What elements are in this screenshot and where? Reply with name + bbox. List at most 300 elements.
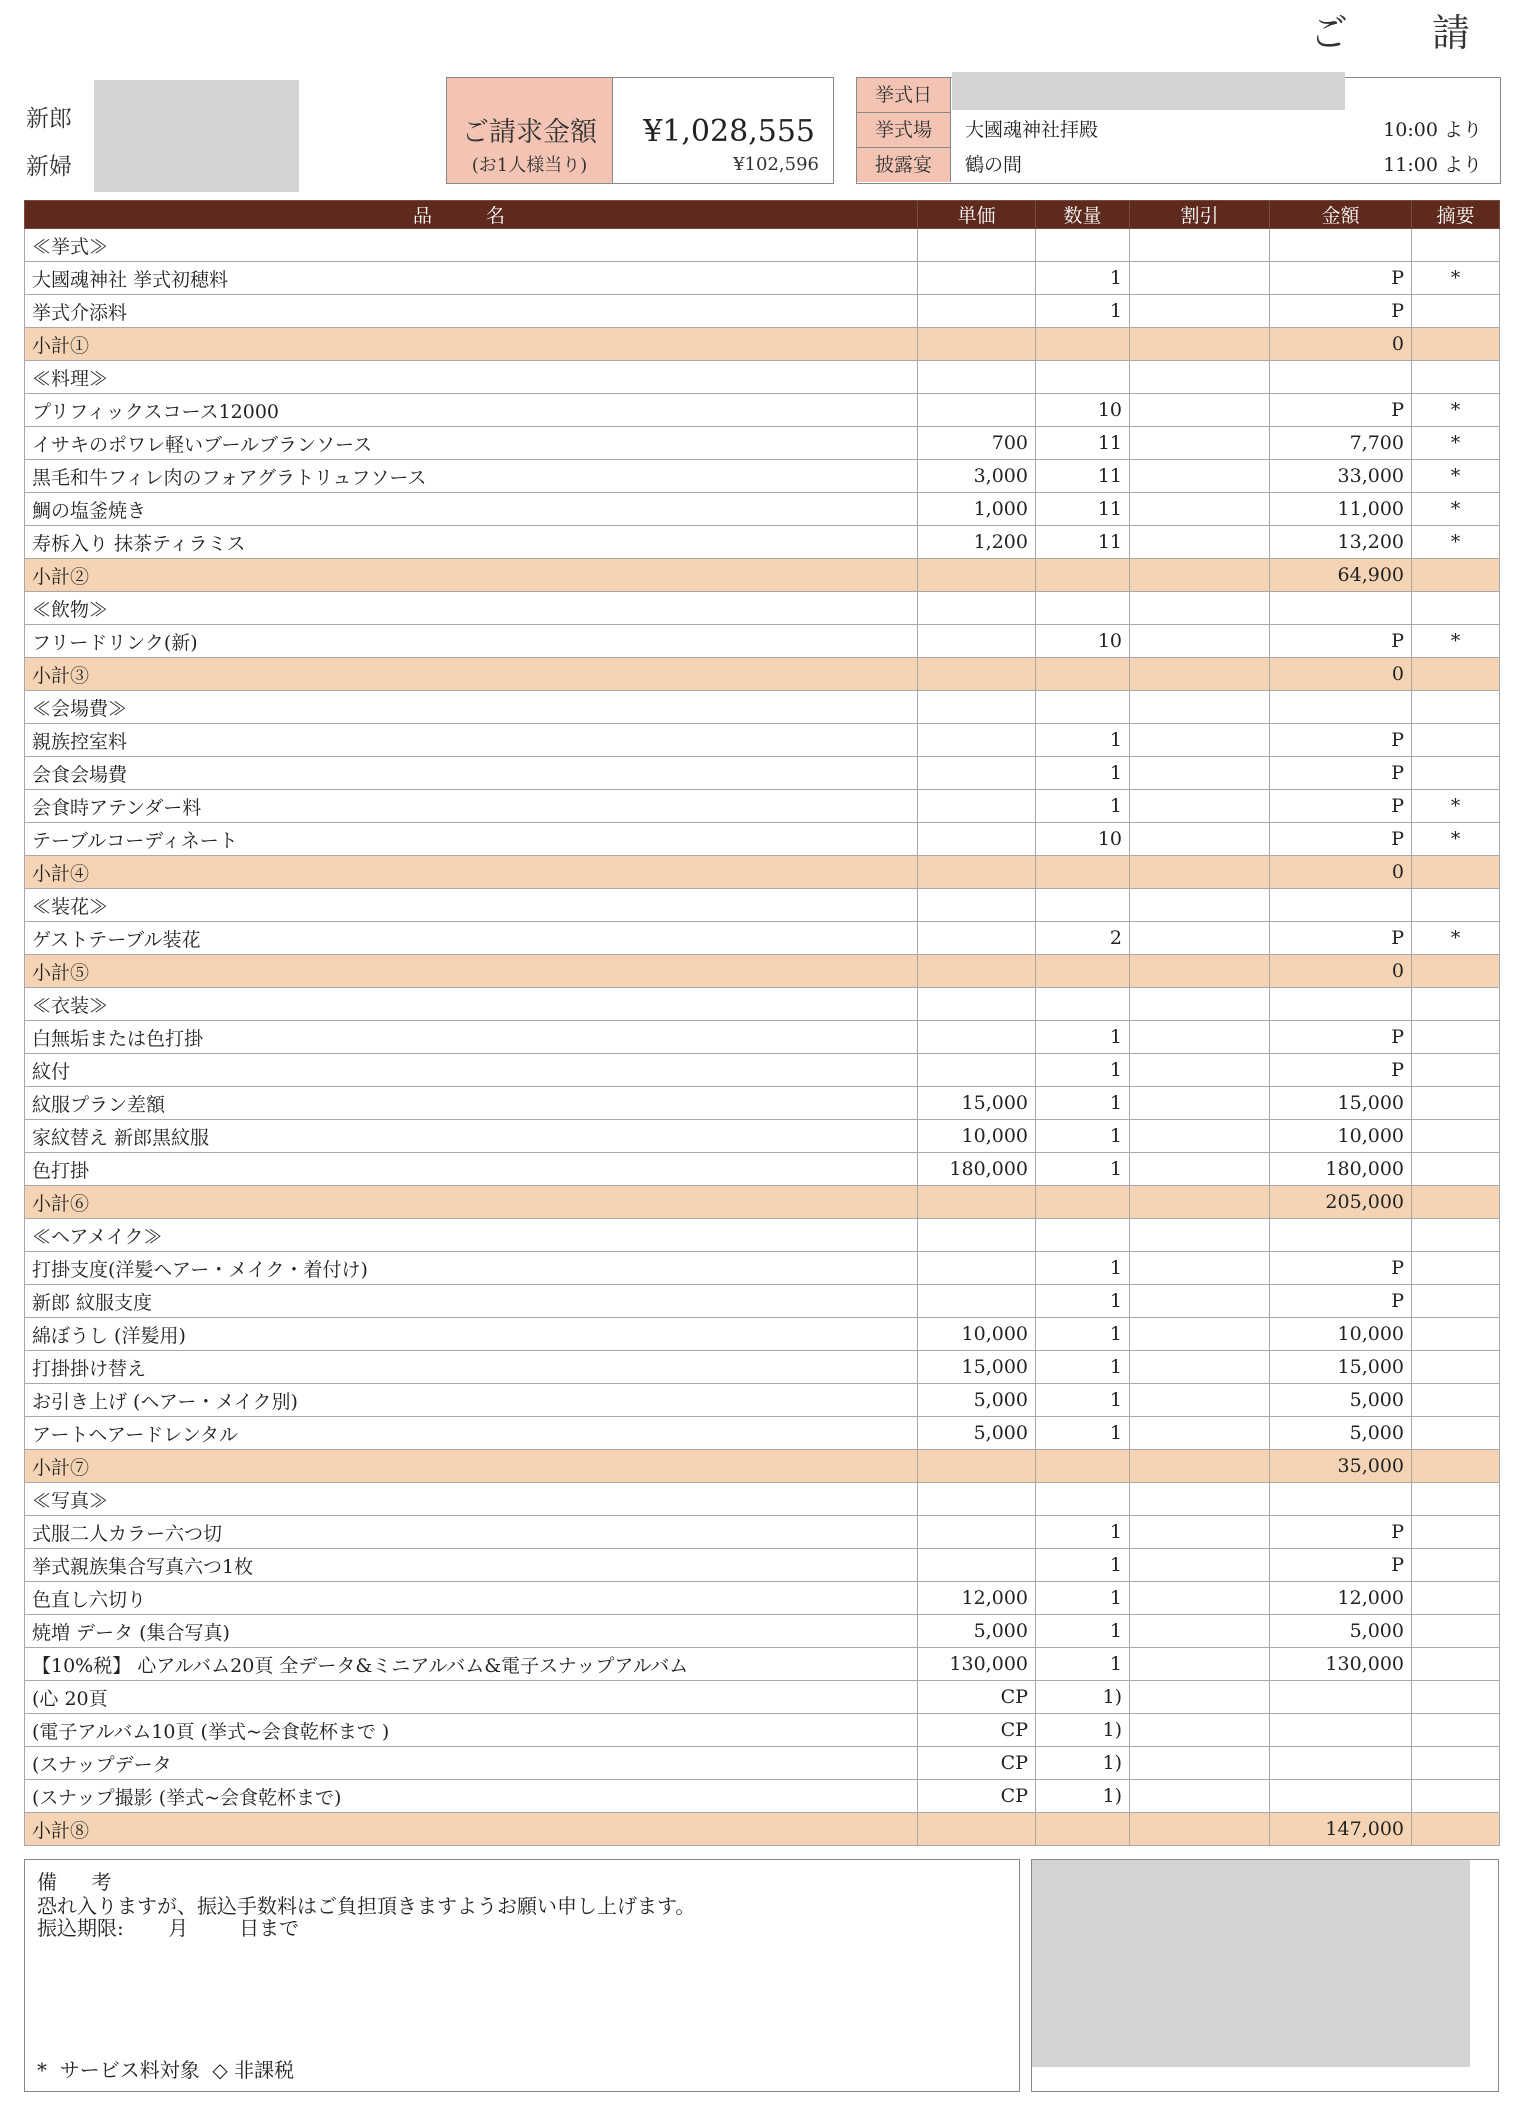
table-row bbox=[25, 427, 1500, 460]
item-name-cell: 綿ぼうし (洋髪用) bbox=[25, 1318, 918, 1351]
redacted-stamp bbox=[1032, 1860, 1470, 2067]
note-cell bbox=[1412, 1747, 1500, 1780]
stamp-box bbox=[1031, 1859, 1499, 2092]
unit-price-cell bbox=[918, 1549, 1036, 1582]
discount-cell bbox=[1130, 823, 1270, 856]
amount-cell: 0 bbox=[1270, 328, 1412, 361]
amount-cell bbox=[1270, 1747, 1412, 1780]
note-cell bbox=[1412, 658, 1500, 691]
unit-price-cell bbox=[918, 955, 1036, 988]
subtotal-row bbox=[25, 328, 1500, 361]
quantity-cell bbox=[1036, 328, 1130, 361]
note-cell bbox=[1412, 856, 1500, 889]
note-cell: * bbox=[1412, 922, 1500, 955]
quantity-cell: 10 bbox=[1036, 625, 1130, 658]
item-name-cell: イサキのポワレ軽いブールブランソース bbox=[25, 427, 918, 460]
discount-cell bbox=[1130, 1549, 1270, 1582]
item-name-cell: ≪挙式≫ bbox=[25, 229, 918, 262]
column-header-quantity: 数量 bbox=[1036, 201, 1130, 229]
item-name-cell: ≪ヘアメイク≫ bbox=[25, 1219, 918, 1252]
note-cell bbox=[1412, 1186, 1500, 1219]
event-date-label: 挙式日 bbox=[857, 78, 951, 113]
table-row bbox=[25, 460, 1500, 493]
item-name-cell: 小計⑦ bbox=[25, 1450, 918, 1483]
note-cell bbox=[1412, 889, 1500, 922]
discount-cell bbox=[1130, 328, 1270, 361]
discount-cell bbox=[1130, 262, 1270, 295]
item-name-cell: 小計⑧ bbox=[25, 1813, 918, 1846]
subtotal-row bbox=[25, 1813, 1500, 1846]
note-cell bbox=[1412, 1648, 1500, 1681]
note-cell bbox=[1412, 1318, 1500, 1351]
unit-price-cell bbox=[918, 1252, 1036, 1285]
quantity-cell: 1 bbox=[1036, 262, 1130, 295]
discount-cell bbox=[1130, 1153, 1270, 1186]
note-cell bbox=[1412, 1252, 1500, 1285]
amount-cell: 180,000 bbox=[1270, 1153, 1412, 1186]
quantity-cell bbox=[1036, 1813, 1130, 1846]
unit-price-cell bbox=[918, 889, 1036, 922]
item-name-cell: (電子アルバム10頁 (挙式~会食乾杯まで ) bbox=[25, 1714, 918, 1747]
unit-price-cell bbox=[918, 823, 1036, 856]
item-name-cell: 黒毛和牛フィレ肉のフォアグラトリュフソース bbox=[25, 460, 918, 493]
amount-cell: 64,900 bbox=[1270, 559, 1412, 592]
unit-price-cell bbox=[918, 262, 1036, 295]
note-cell bbox=[1412, 1516, 1500, 1549]
item-name-cell: ゲストテーブル装花 bbox=[25, 922, 918, 955]
item-name-cell: 小計⑤ bbox=[25, 955, 918, 988]
note-cell bbox=[1412, 988, 1500, 1021]
note-cell bbox=[1412, 1813, 1500, 1846]
quantity-cell: 1) bbox=[1036, 1714, 1130, 1747]
item-name-cell: ≪料理≫ bbox=[25, 361, 918, 394]
item-name-cell: 小計① bbox=[25, 328, 918, 361]
note-cell: * bbox=[1412, 262, 1500, 295]
amount-cell: 0 bbox=[1270, 955, 1412, 988]
reception-label: 披露宴 bbox=[857, 148, 951, 182]
amount-cell bbox=[1270, 361, 1412, 394]
note-cell bbox=[1412, 955, 1500, 988]
item-name-cell: お引き上げ (ヘアー・メイク別) bbox=[25, 1384, 918, 1417]
note-cell bbox=[1412, 724, 1500, 757]
quantity-cell bbox=[1036, 1483, 1130, 1516]
quantity-cell: 1) bbox=[1036, 1681, 1130, 1714]
note-cell bbox=[1412, 757, 1500, 790]
item-name-cell: (心 20頁 bbox=[25, 1681, 918, 1714]
unit-price-cell bbox=[918, 1054, 1036, 1087]
quantity-cell bbox=[1036, 889, 1130, 922]
table-row bbox=[25, 1120, 1500, 1153]
note-cell bbox=[1412, 1021, 1500, 1054]
amount-cell: P bbox=[1270, 790, 1412, 823]
discount-cell bbox=[1130, 1219, 1270, 1252]
quantity-cell bbox=[1036, 856, 1130, 889]
item-name-cell: 白無垢または色打掛 bbox=[25, 1021, 918, 1054]
table-row bbox=[25, 1714, 1500, 1747]
unit-price-cell bbox=[918, 988, 1036, 1021]
note-cell bbox=[1412, 1054, 1500, 1087]
column-header-note: 摘要 bbox=[1412, 201, 1500, 229]
item-name-cell: ≪飲物≫ bbox=[25, 592, 918, 625]
unit-price-cell: 15,000 bbox=[918, 1351, 1036, 1384]
item-name-cell: アートヘアードレンタル bbox=[25, 1417, 918, 1450]
unit-price-cell bbox=[918, 592, 1036, 625]
remarks-fee-note: 恐れ入りますが、振込手数料はご負担頂きますようお願い申し上げます。 bbox=[37, 1894, 696, 1918]
table-row bbox=[25, 1318, 1500, 1351]
amount-cell: 13,200 bbox=[1270, 526, 1412, 559]
discount-cell bbox=[1130, 493, 1270, 526]
discount-cell bbox=[1130, 757, 1270, 790]
bride-label: 新婦 bbox=[26, 154, 72, 180]
unit-price-cell: 1,000 bbox=[918, 493, 1036, 526]
table-row bbox=[25, 361, 1500, 394]
quantity-cell bbox=[1036, 988, 1130, 1021]
item-name-cell: 小計② bbox=[25, 559, 918, 592]
quantity-cell: 1 bbox=[1036, 1087, 1130, 1120]
discount-cell bbox=[1130, 889, 1270, 922]
document-title: ご 請 bbox=[1309, 11, 1506, 55]
quantity-cell: 1 bbox=[1036, 1615, 1130, 1648]
item-name-cell: 色打掛 bbox=[25, 1153, 918, 1186]
amount-cell bbox=[1270, 988, 1412, 1021]
table-row bbox=[25, 889, 1500, 922]
amount-cell: P bbox=[1270, 394, 1412, 427]
note-cell bbox=[1412, 229, 1500, 262]
ceremony-venue: 大國魂神社拝殿 bbox=[965, 119, 1099, 141]
amount-cell bbox=[1270, 1483, 1412, 1516]
table-row bbox=[25, 592, 1500, 625]
table-row bbox=[25, 988, 1500, 1021]
discount-cell bbox=[1130, 427, 1270, 460]
quantity-cell: 1 bbox=[1036, 1120, 1130, 1153]
quantity-cell: 1 bbox=[1036, 295, 1130, 328]
discount-cell bbox=[1130, 1780, 1270, 1813]
amount-cell bbox=[1270, 1219, 1412, 1252]
quantity-cell: 1 bbox=[1036, 790, 1130, 823]
reception-time: 11:00 より bbox=[1383, 154, 1482, 176]
note-cell bbox=[1412, 295, 1500, 328]
discount-cell bbox=[1130, 658, 1270, 691]
amount-cell: P bbox=[1270, 1549, 1412, 1582]
unit-price-cell bbox=[918, 724, 1036, 757]
item-name-cell: 鯛の塩釜焼き bbox=[25, 493, 918, 526]
note-cell bbox=[1412, 1417, 1500, 1450]
note-cell: * bbox=[1412, 823, 1500, 856]
table-row bbox=[25, 1153, 1500, 1186]
discount-cell bbox=[1130, 988, 1270, 1021]
quantity-cell: 1 bbox=[1036, 1318, 1130, 1351]
reception-room: 鶴の間 bbox=[965, 154, 1023, 176]
amount-cell: 5,000 bbox=[1270, 1615, 1412, 1648]
quantity-cell bbox=[1036, 1186, 1130, 1219]
discount-cell bbox=[1130, 1186, 1270, 1219]
table-row bbox=[25, 1582, 1500, 1615]
note-cell bbox=[1412, 1615, 1500, 1648]
item-name-cell: 寿柝入り 抹茶ティラミス bbox=[25, 526, 918, 559]
quantity-cell: 10 bbox=[1036, 823, 1130, 856]
discount-cell bbox=[1130, 1483, 1270, 1516]
unit-price-cell: 5,000 bbox=[918, 1417, 1036, 1450]
table-row bbox=[25, 922, 1500, 955]
unit-price-cell bbox=[918, 229, 1036, 262]
amount-cell: P bbox=[1270, 1285, 1412, 1318]
item-name-cell: ≪衣装≫ bbox=[25, 988, 918, 1021]
item-name-cell: ≪写真≫ bbox=[25, 1483, 918, 1516]
discount-cell bbox=[1130, 559, 1270, 592]
quantity-cell: 1 bbox=[1036, 1153, 1130, 1186]
amount-cell bbox=[1270, 229, 1412, 262]
note-cell bbox=[1412, 1483, 1500, 1516]
table-row bbox=[25, 229, 1500, 262]
redacted-names bbox=[94, 80, 299, 192]
amount-cell: P bbox=[1270, 1021, 1412, 1054]
per-person-amount: ¥102,596 bbox=[733, 154, 819, 175]
item-name-cell: 会食会場費 bbox=[25, 757, 918, 790]
unit-price-cell bbox=[918, 1483, 1036, 1516]
billing-label: ご請求金額 bbox=[462, 117, 597, 148]
unit-price-cell bbox=[918, 295, 1036, 328]
quantity-cell: 1 bbox=[1036, 1285, 1130, 1318]
discount-cell bbox=[1130, 691, 1270, 724]
amount-cell: 35,000 bbox=[1270, 1450, 1412, 1483]
item-name-cell: ≪装花≫ bbox=[25, 889, 918, 922]
table-row bbox=[25, 724, 1500, 757]
discount-cell bbox=[1130, 1714, 1270, 1747]
amount-cell: 10,000 bbox=[1270, 1318, 1412, 1351]
table-row bbox=[25, 1054, 1500, 1087]
amount-cell: P bbox=[1270, 724, 1412, 757]
unit-price-cell: 10,000 bbox=[918, 1120, 1036, 1153]
note-cell bbox=[1412, 1153, 1500, 1186]
item-name-cell: フリードリンク(新) bbox=[25, 625, 918, 658]
quantity-cell: 1 bbox=[1036, 1021, 1130, 1054]
quantity-cell: 1 bbox=[1036, 1549, 1130, 1582]
discount-cell bbox=[1130, 394, 1270, 427]
discount-cell bbox=[1130, 856, 1270, 889]
amount-cell: P bbox=[1270, 625, 1412, 658]
quantity-cell: 11 bbox=[1036, 526, 1130, 559]
amount-cell: 7,700 bbox=[1270, 427, 1412, 460]
table-row bbox=[25, 295, 1500, 328]
note-cell bbox=[1412, 1219, 1500, 1252]
column-header-amount: 金額 bbox=[1270, 201, 1412, 229]
table-row bbox=[25, 493, 1500, 526]
amount-cell: 205,000 bbox=[1270, 1186, 1412, 1219]
table-row bbox=[25, 526, 1500, 559]
item-name-cell: 小計④ bbox=[25, 856, 918, 889]
unit-price-cell: CP bbox=[918, 1780, 1036, 1813]
quantity-cell bbox=[1036, 592, 1130, 625]
unit-price-cell bbox=[918, 757, 1036, 790]
discount-cell bbox=[1130, 1516, 1270, 1549]
quantity-cell: 11 bbox=[1036, 460, 1130, 493]
note-cell: * bbox=[1412, 790, 1500, 823]
discount-cell bbox=[1130, 1417, 1270, 1450]
subtotal-row bbox=[25, 955, 1500, 988]
quantity-cell: 11 bbox=[1036, 427, 1130, 460]
discount-cell bbox=[1130, 1747, 1270, 1780]
note-cell bbox=[1412, 559, 1500, 592]
remarks-legend: * サービス料対象 ◇ 非課税 bbox=[37, 2058, 295, 2082]
item-name-cell: (スナップ撮影 (挙式~会食乾杯まで) bbox=[25, 1780, 918, 1813]
amount-cell: 130,000 bbox=[1270, 1648, 1412, 1681]
amount-cell: P bbox=[1270, 922, 1412, 955]
note-cell bbox=[1412, 1351, 1500, 1384]
amount-cell: P bbox=[1270, 262, 1412, 295]
note-cell bbox=[1412, 1120, 1500, 1153]
discount-cell bbox=[1130, 1285, 1270, 1318]
ceremony-venue-row bbox=[857, 113, 1500, 147]
discount-cell bbox=[1130, 1450, 1270, 1483]
unit-price-cell: 180,000 bbox=[918, 1153, 1036, 1186]
item-name-cell: 小計⑥ bbox=[25, 1186, 918, 1219]
note-cell bbox=[1412, 1285, 1500, 1318]
discount-cell bbox=[1130, 229, 1270, 262]
unit-price-cell bbox=[918, 1186, 1036, 1219]
table-row bbox=[25, 1549, 1500, 1582]
item-name-cell: 家紋替え 新郎黒紋服 bbox=[25, 1120, 918, 1153]
table-row bbox=[25, 790, 1500, 823]
item-name-cell: テーブルコーディネート bbox=[25, 823, 918, 856]
amount-cell: 147,000 bbox=[1270, 1813, 1412, 1846]
couple-info bbox=[26, 80, 298, 192]
note-cell bbox=[1412, 1714, 1500, 1747]
note-cell bbox=[1412, 1087, 1500, 1120]
unit-price-cell: CP bbox=[918, 1681, 1036, 1714]
discount-cell bbox=[1130, 1318, 1270, 1351]
item-name-cell: 小計③ bbox=[25, 658, 918, 691]
discount-cell bbox=[1130, 790, 1270, 823]
column-header-unit-price: 単価 bbox=[918, 201, 1036, 229]
table-row bbox=[25, 1747, 1500, 1780]
quantity-cell: 1 bbox=[1036, 1516, 1130, 1549]
table-row bbox=[25, 757, 1500, 790]
item-name-cell: 【10%税】 心アルバム20頁 全データ&ミニアルバム&電子スナップアルバム bbox=[25, 1648, 918, 1681]
quantity-cell: 1 bbox=[1036, 1417, 1130, 1450]
unit-price-cell bbox=[918, 1516, 1036, 1549]
amount-cell bbox=[1270, 889, 1412, 922]
remarks-heading: 備 考 bbox=[37, 1870, 126, 1894]
unit-price-cell bbox=[918, 328, 1036, 361]
table-row bbox=[25, 1351, 1500, 1384]
note-cell bbox=[1412, 361, 1500, 394]
item-name-cell: 式服二人カラー六つ切 bbox=[25, 1516, 918, 1549]
discount-cell bbox=[1130, 1582, 1270, 1615]
quantity-cell bbox=[1036, 1219, 1130, 1252]
unit-price-cell: 12,000 bbox=[918, 1582, 1036, 1615]
unit-price-cell: 1,200 bbox=[918, 526, 1036, 559]
quantity-cell: 1 bbox=[1036, 1582, 1130, 1615]
item-name-cell: 紋付 bbox=[25, 1054, 918, 1087]
discount-cell bbox=[1130, 1120, 1270, 1153]
billing-label-cell bbox=[447, 78, 613, 183]
note-cell bbox=[1412, 328, 1500, 361]
amount-cell: 15,000 bbox=[1270, 1351, 1412, 1384]
quantity-cell bbox=[1036, 658, 1130, 691]
amount-cell: 0 bbox=[1270, 856, 1412, 889]
unit-price-cell: 5,000 bbox=[918, 1384, 1036, 1417]
unit-price-cell bbox=[918, 1021, 1036, 1054]
item-name-cell: 打掛支度(洋髪ヘアー・メイク・着付け) bbox=[25, 1252, 918, 1285]
table-row bbox=[25, 1483, 1500, 1516]
quantity-cell: 11 bbox=[1036, 493, 1130, 526]
table-row bbox=[25, 1615, 1500, 1648]
unit-price-cell: 5,000 bbox=[918, 1615, 1036, 1648]
table-row bbox=[25, 823, 1500, 856]
amount-cell: P bbox=[1270, 823, 1412, 856]
note-cell bbox=[1412, 1549, 1500, 1582]
column-header-discount: 割引 bbox=[1130, 201, 1270, 229]
unit-price-cell bbox=[918, 922, 1036, 955]
note-cell: * bbox=[1412, 427, 1500, 460]
note-cell bbox=[1412, 1450, 1500, 1483]
table-row bbox=[25, 1648, 1500, 1681]
amount-cell: 12,000 bbox=[1270, 1582, 1412, 1615]
unit-price-cell bbox=[918, 361, 1036, 394]
amount-cell: 5,000 bbox=[1270, 1417, 1412, 1450]
billing-value-cell bbox=[613, 78, 833, 183]
table-row bbox=[25, 1285, 1500, 1318]
billing-amount-box bbox=[446, 77, 834, 184]
amount-cell: P bbox=[1270, 1252, 1412, 1285]
note-cell: * bbox=[1412, 625, 1500, 658]
amount-cell: 33,000 bbox=[1270, 460, 1412, 493]
table-row bbox=[25, 1021, 1500, 1054]
table-row bbox=[25, 262, 1500, 295]
discount-cell bbox=[1130, 724, 1270, 757]
amount-cell: 15,000 bbox=[1270, 1087, 1412, 1120]
quantity-cell: 2 bbox=[1036, 922, 1130, 955]
event-date-row bbox=[857, 78, 1500, 112]
amount-cell: 0 bbox=[1270, 658, 1412, 691]
amount-cell bbox=[1270, 1681, 1412, 1714]
unit-price-cell bbox=[918, 559, 1036, 592]
item-name-cell: 大國魂神社 挙式初穂料 bbox=[25, 262, 918, 295]
discount-cell bbox=[1130, 1252, 1270, 1285]
subtotal-row bbox=[25, 1186, 1500, 1219]
amount-cell: 11,000 bbox=[1270, 493, 1412, 526]
quantity-cell: 1 bbox=[1036, 1054, 1130, 1087]
ceremony-time: 10:00 より bbox=[1383, 119, 1482, 141]
discount-cell bbox=[1130, 922, 1270, 955]
item-name-cell: 挙式介添料 bbox=[25, 295, 918, 328]
amount-cell bbox=[1270, 1714, 1412, 1747]
table-row bbox=[25, 1681, 1500, 1714]
discount-cell bbox=[1130, 1813, 1270, 1846]
quantity-cell: 1 bbox=[1036, 724, 1130, 757]
amount-cell bbox=[1270, 1780, 1412, 1813]
unit-price-cell bbox=[918, 856, 1036, 889]
ceremony-venue-label: 挙式場 bbox=[857, 113, 951, 148]
quantity-cell bbox=[1036, 229, 1130, 262]
note-cell bbox=[1412, 1681, 1500, 1714]
discount-cell bbox=[1130, 361, 1270, 394]
invoice-items-table bbox=[24, 200, 1500, 1846]
amount-cell: 5,000 bbox=[1270, 1384, 1412, 1417]
note-cell bbox=[1412, 1384, 1500, 1417]
per-person-label: (お1人様当り) bbox=[471, 155, 588, 176]
table-header-row bbox=[25, 201, 1500, 229]
amount-cell: P bbox=[1270, 1054, 1412, 1087]
amount-cell bbox=[1270, 691, 1412, 724]
table-row bbox=[25, 1384, 1500, 1417]
quantity-cell bbox=[1036, 1450, 1130, 1483]
quantity-cell: 1) bbox=[1036, 1747, 1130, 1780]
table-row bbox=[25, 1780, 1500, 1813]
remarks-deadline: 振込期限: 月 日まで bbox=[37, 1916, 300, 1940]
unit-price-cell bbox=[918, 394, 1036, 427]
discount-cell bbox=[1130, 1615, 1270, 1648]
